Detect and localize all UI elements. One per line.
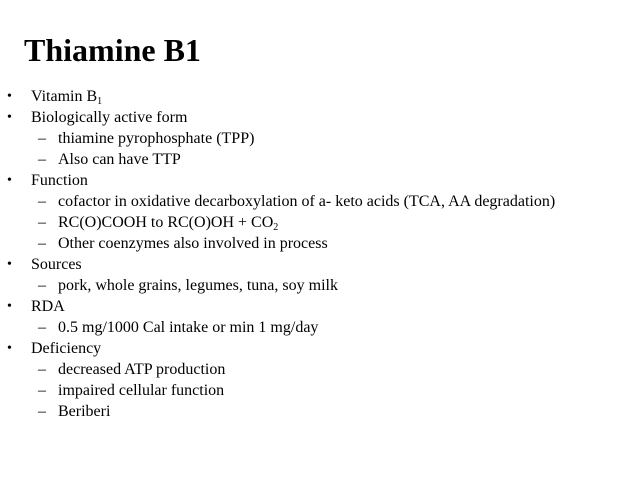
sub-bullet-item (0, 359, 638, 380)
bullet-text-main: Beriberi (58, 403, 111, 420)
bullet-marker: • (7, 299, 12, 314)
dash-marker: – (38, 403, 46, 420)
dash-marker: – (38, 382, 46, 399)
bullet-marker: • (7, 341, 12, 356)
bullet-text (58, 212, 278, 233)
dash-marker: – (38, 130, 46, 147)
bullet-text (58, 128, 254, 149)
bullet-text-main: Sources (31, 256, 82, 273)
bullet-text-main: Also can have TTP (58, 151, 181, 168)
bullet-text-main: Function (31, 172, 88, 189)
bullet-text-main: cofactor in oxidative decarboxylation of a- keto acids (TCA, AA degradation) (58, 193, 556, 210)
bullet-text (31, 338, 101, 359)
sub-bullet-item (0, 380, 638, 401)
bullet-text (58, 380, 224, 401)
bullet-text-main: impaired cellular function (58, 382, 225, 399)
dash-marker: – (38, 319, 46, 336)
bullet-marker: • (7, 173, 12, 188)
sub-bullet-item (0, 149, 638, 170)
sub-bullet-item (0, 233, 638, 254)
bullet-text-main: RDA (31, 298, 65, 315)
sub-bullet-item (0, 128, 638, 149)
bullet-text (58, 191, 555, 212)
bullet-item (0, 107, 638, 128)
dash-marker: – (38, 193, 46, 210)
sub-bullet-item (0, 191, 638, 212)
dash-marker: – (38, 277, 46, 294)
bullet-text (31, 107, 187, 128)
dash-marker: – (38, 151, 46, 168)
bullet-list (0, 86, 638, 422)
bullet-text (58, 233, 328, 254)
bullet-text (31, 296, 65, 317)
bullet-text (58, 359, 225, 380)
subscript: 2 (273, 222, 279, 233)
dash-marker: – (38, 235, 46, 252)
bullet-marker: • (7, 110, 12, 125)
bullet-item (0, 338, 638, 359)
sub-bullet-item (0, 401, 638, 422)
bullet-text-main: Vitamin B (31, 88, 98, 105)
bullet-text (58, 401, 110, 422)
bullet-text-main: 0.5 mg/1000 Cal intake or min 1 mg/day (58, 319, 319, 336)
bullet-item (0, 254, 638, 275)
sub-bullet-item (0, 275, 638, 296)
bullet-text (31, 86, 102, 107)
bullet-item (0, 170, 638, 191)
bullet-text-main: Other coenzymes also involved in process (58, 235, 328, 252)
dash-marker: – (38, 214, 46, 231)
bullet-marker: • (7, 89, 12, 104)
sub-bullet-item (0, 317, 638, 338)
bullet-text-main: decreased ATP production (58, 361, 226, 378)
slide-title: Thiamine B1 (24, 32, 201, 68)
bullet-text-main: thiamine pyrophosphate (TPP) (58, 130, 255, 147)
dash-marker: – (38, 361, 46, 378)
subscript: 1 (97, 96, 103, 107)
bullet-marker: • (7, 257, 12, 272)
sub-bullet-item (0, 212, 638, 233)
bullet-text-main: Deficiency (31, 340, 102, 357)
bullet-item (0, 296, 638, 317)
bullet-text-main: pork, whole grains, legumes, tuna, soy milk (58, 277, 338, 294)
bullet-text (58, 149, 181, 170)
bullet-item (0, 86, 638, 107)
bullet-text (31, 254, 82, 275)
bullet-text-main: RC(O)COOH to RC(O)OH + CO (58, 214, 274, 231)
bullet-text (31, 170, 88, 191)
bullet-text-main: Biologically active form (31, 109, 188, 126)
bullet-text (58, 317, 318, 338)
bullet-text (58, 275, 338, 296)
